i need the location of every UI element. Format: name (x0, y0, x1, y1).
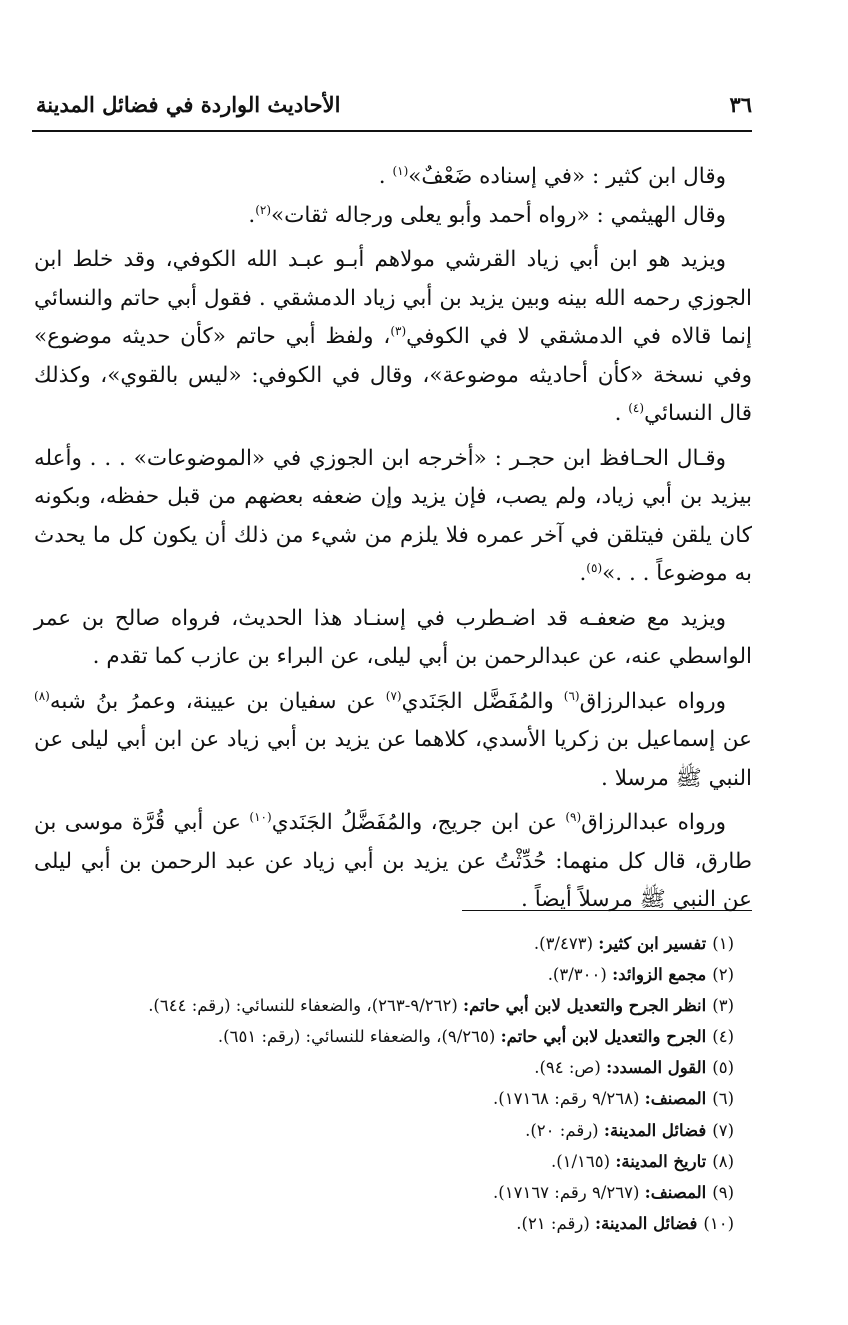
footnotes-rule (462, 910, 752, 911)
footnote-ref: (٨) (34, 688, 50, 703)
paragraph: ويزيد مع ضعفـه قد اضـطرب في إسنـاد هذا الحديث، فرواه صالح بن عمر الواسطي عنه، عن عبدالرحمن بن أبي ليلى، عن البراء بن عازب كما تقدم . (34, 605, 752, 669)
footnote: (٦)المصنف: (٩/٢٦٨ رقم: ١٧١٦٨). (493, 1089, 734, 1109)
paragraph: وقـال الحـافظ ابن حجـر : «أخرجه ابن الجوزي في «الموضوعات» . . . وأعله بيزيد بن أبي زياد، ولم يصب، فإن يزيد وإن ضعفه بعضهم من قبل حفظه، وبكونه كان يلقن فيتلقن في آخر عمره فلا يلزم من شيء من ذلك أن يكون كل ما يحدث به موضوعاً . . .»$^{(٥)}$. (34, 445, 752, 586)
footnote-ref: (٧) (385, 688, 402, 703)
footnote-ref: (٢) (255, 202, 272, 217)
footnote-ref: (٩) (565, 809, 582, 824)
body-text (34, 158, 752, 926)
footnote: (٧)فضائل المدينة: (رقم: ٢٠). (525, 1120, 734, 1140)
header-rule (32, 130, 752, 132)
paragraph: ويزيد هو ابن أبي زياد القرشي مولاهم أبـو عبـد الله الكوفي، وقد خلط ابن الجوزي رحمه الله بينه وبين يزيد بن أبي زياد الدمشقي . فقول أبي حاتم والنسائي إنما قالاه في الدمشقي لا في الكوفي$^{(٣)}$، ولفظ أبي حاتم «كأن حديثه موضوع» وفي نسخة «كأن أحاديثه موضوعة»، وقال في الكوفي: «ليس بالقوي»، وكذلك قال النسائي$^{(٤)}$ . (34, 247, 752, 426)
paragraph: وقال الهيثمي : «رواه أحمد وأبو يعلى ورجاله ثقات»$^{(٢)}$. (248, 202, 726, 228)
footnote: (٥)القول المسدد: (ص: ٩٤). (534, 1058, 734, 1078)
footnote: (٣)انظر الجرح والتعديل لابن أبي حاتم: (٩/٢٦٢-٢٦٣)، والضعفاء للنسائي: (رقم: ٦٤٤). (148, 996, 734, 1016)
footnote-ref: (٤) (628, 400, 645, 415)
footnote: (٤)الجرح والتعديل لابن أبي حاتم: (٩/٢٦٥)، والضعفاء للنسائي: (رقم: ٦٥١). (217, 1027, 734, 1047)
footnote-ref: (٦) (563, 688, 580, 703)
footnote: (٩)المصنف: (٩/٢٦٧ رقم: ١٧١٦٧). (493, 1182, 734, 1202)
footnote-ref: (٥) (586, 560, 603, 575)
footnote-ref: (١٠) (249, 809, 272, 824)
paragraph: ورواه عبدالرزاق$^{(٩)}$ عن ابن جريج، والمُفَضَّلُ الجَنَدي$^{(١٠)}$ عن أبي قُرَّة موسى بن طارق، قال كل منهما: حُدِّثْتُ عن يزيد بن أبي زياد عن عبد الرحمن بن أبي ليلى عن النبي ﷺ مرسلاً أيضاً . (34, 809, 752, 912)
paragraph: وقال ابن كثير : «في إسناده ضَعْفٌ»$^{(١)}$ . (378, 163, 726, 189)
footnote-ref: (٣) (390, 323, 407, 338)
footnote: (٨)تاريخ المدينة: (١/١٦٥). (550, 1151, 734, 1171)
paragraph: ورواه عبدالرزاق$^{(٦)}$ والمُفَضَّل الجَنَدي$^{(٧)}$ عن سفيان بن عيينة، وعمرُ بنُ شبه$^{(٨)}$ عن إسماعيل بن زكريا الأسدي، كلاهما عن يزيد بن أبي زياد عن ابن أبي ليلى عن النبي ﷺ مرسلا . (34, 688, 752, 791)
running-title: الأحاديث الواردة في فضائل المدينة (36, 91, 341, 117)
page-number: ٣٦ (729, 91, 752, 117)
footnote: (١)تفسير ابن كثير: (٣/٤٧٣). (533, 934, 734, 953)
footnote: (١٠)فضائل المدينة: (رقم: ٢١). (516, 1213, 734, 1233)
footnotes (60, 928, 734, 1239)
page-header (36, 84, 752, 124)
footnote-ref: (١) (392, 163, 409, 178)
footnote: (٢)مجمع الزوائد: (٣/٣٠٠). (547, 965, 734, 985)
